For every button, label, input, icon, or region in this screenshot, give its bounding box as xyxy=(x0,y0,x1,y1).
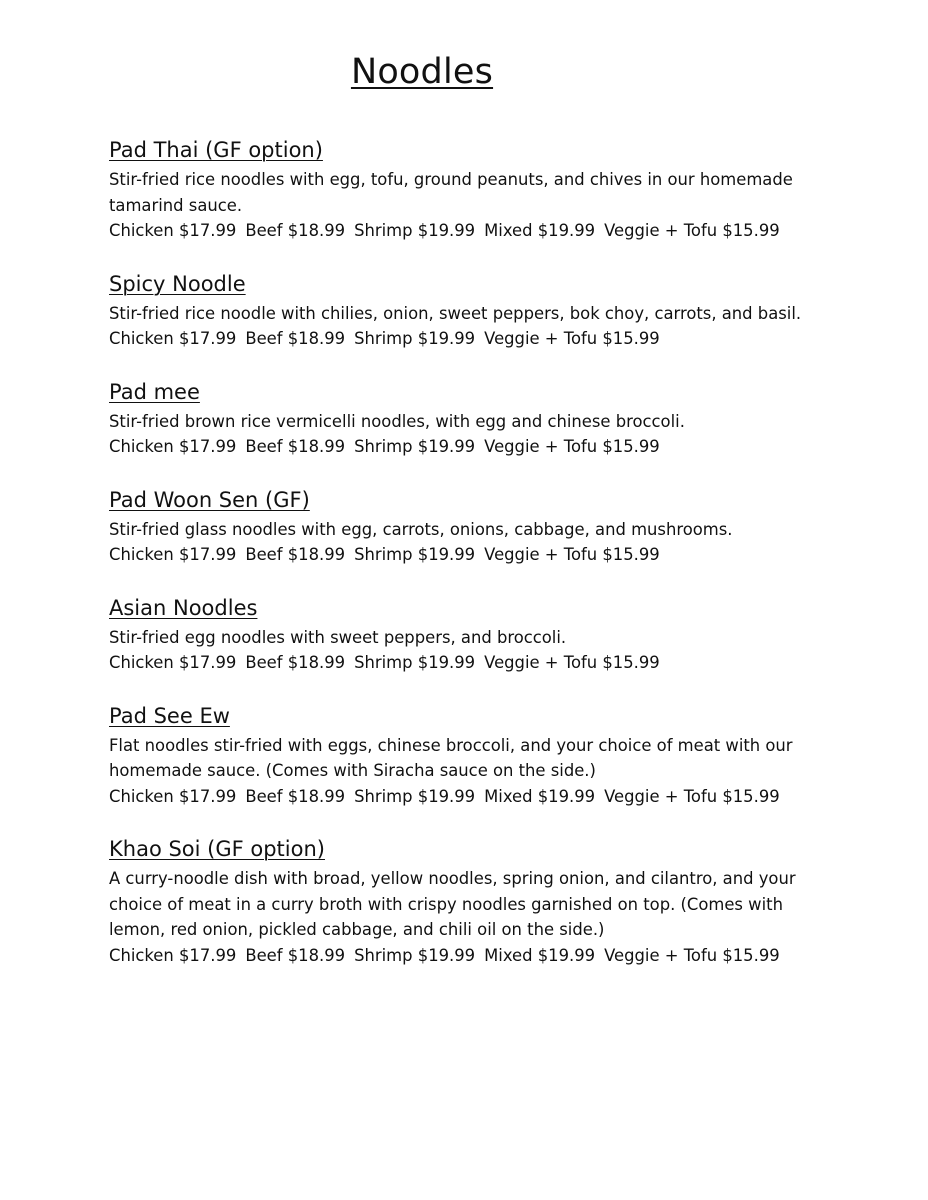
menu-item-description: Stir-fried egg noodles with sweet peppers, and broccoli. xyxy=(109,627,567,647)
menu-item-prices xyxy=(109,943,829,969)
menu-item-spicy-noodle xyxy=(109,270,829,352)
price-shrimp: Shrimp $19.99 xyxy=(354,786,476,806)
price-veggie-tofu: Veggie + Tofu $15.99 xyxy=(604,221,780,240)
menu-item-name: Pad Woon Sen (GF) xyxy=(109,487,310,512)
menu-item-pad-woon-sen xyxy=(109,486,829,568)
price-chicken: Chicken $17.99 xyxy=(109,786,237,806)
menu-item-prices xyxy=(109,218,829,244)
menu-item-name: Pad mee xyxy=(109,379,200,404)
menu-item-prices xyxy=(109,326,829,352)
menu-item-name: Pad Thai (GF option) xyxy=(109,138,323,162)
menu-item-pad-see-ew xyxy=(109,702,829,810)
menu-item-pad-thai xyxy=(109,136,829,244)
price-beef: Beef $18.99 xyxy=(245,545,346,564)
menu-item-prices xyxy=(109,784,829,810)
menu-item-description: Flat noodles stir-fried with eggs, chinese broccoli, and your choice of meat with our homemade sauce. (Comes with Siracha sauce on the side.) xyxy=(109,735,793,780)
noodle-menu xyxy=(109,136,829,968)
menu-item-description: Stir-fried glass noodles with egg, carrots, onions, cabbage, and mushrooms. xyxy=(109,519,733,539)
menu-item-name: Asian Noodles xyxy=(109,595,258,620)
price-beef: Beef $18.99 xyxy=(245,653,346,672)
price-veggie-tofu: Veggie + Tofu $15.99 xyxy=(604,786,780,806)
price-chicken: Chicken $17.99 xyxy=(109,329,237,348)
price-chicken: Chicken $17.99 xyxy=(109,653,237,672)
price-mixed: Mixed $19.99 xyxy=(484,945,596,965)
price-beef: Beef $18.99 xyxy=(245,786,346,806)
price-beef: Beef $18.99 xyxy=(245,329,346,348)
menu-item-asian-noodles xyxy=(109,594,829,676)
price-shrimp: Shrimp $19.99 xyxy=(354,329,476,348)
menu-item-name: Pad See Ew xyxy=(109,703,230,728)
price-mixed: Mixed $19.99 xyxy=(484,786,596,806)
page-title: Noodles xyxy=(350,52,494,92)
price-shrimp: Shrimp $19.99 xyxy=(354,945,476,965)
price-shrimp: Shrimp $19.99 xyxy=(354,545,476,564)
price-beef: Beef $18.99 xyxy=(245,221,346,240)
menu-item-description: Stir-fried rice noodle with chilies, onion, sweet peppers, bok choy, carrots, and basil. xyxy=(109,303,802,323)
price-veggie-tofu: Veggie + Tofu $15.99 xyxy=(484,329,660,348)
menu-item-pad-mee xyxy=(109,378,829,460)
price-veggie-tofu: Veggie + Tofu $15.99 xyxy=(484,437,660,456)
menu-item-name: Spicy Noodle xyxy=(109,271,246,296)
menu-item-prices xyxy=(109,542,829,568)
price-veggie-tofu: Veggie + Tofu $15.99 xyxy=(484,653,660,672)
price-shrimp: Shrimp $19.99 xyxy=(354,653,476,672)
menu-item-description: Stir-fried brown rice vermicelli noodles, with egg and chinese broccoli. xyxy=(109,411,685,431)
price-chicken: Chicken $17.99 xyxy=(109,221,237,240)
price-veggie-tofu: Veggie + Tofu $15.99 xyxy=(484,545,660,564)
price-beef: Beef $18.99 xyxy=(245,437,346,456)
price-shrimp: Shrimp $19.99 xyxy=(354,221,476,240)
menu-item-prices xyxy=(109,650,829,676)
menu-item-prices xyxy=(109,434,829,460)
price-shrimp: Shrimp $19.99 xyxy=(354,437,476,456)
price-chicken: Chicken $17.99 xyxy=(109,545,237,564)
menu-item-description: A curry-noodle dish with broad, yellow noodles, spring onion, and cilantro, and your choice of meat in a curry broth with crispy noodles garnished on top. (Comes with lemon, red onion, pickled cabbage, and chili oil on the side.) xyxy=(109,869,796,939)
price-veggie-tofu: Veggie + Tofu $15.99 xyxy=(604,945,780,965)
menu-item-khao-soi xyxy=(109,835,829,968)
price-mixed: Mixed $19.99 xyxy=(484,221,596,240)
menu-item-name: Khao Soi (GF option) xyxy=(109,837,325,861)
price-chicken: Chicken $17.99 xyxy=(109,437,237,456)
price-beef: Beef $18.99 xyxy=(245,945,346,965)
price-chicken: Chicken $17.99 xyxy=(109,945,237,965)
menu-item-description: Stir-fried rice noodles with egg, tofu, ground peanuts, and chives in our homemade tamarind sauce. xyxy=(109,170,793,215)
